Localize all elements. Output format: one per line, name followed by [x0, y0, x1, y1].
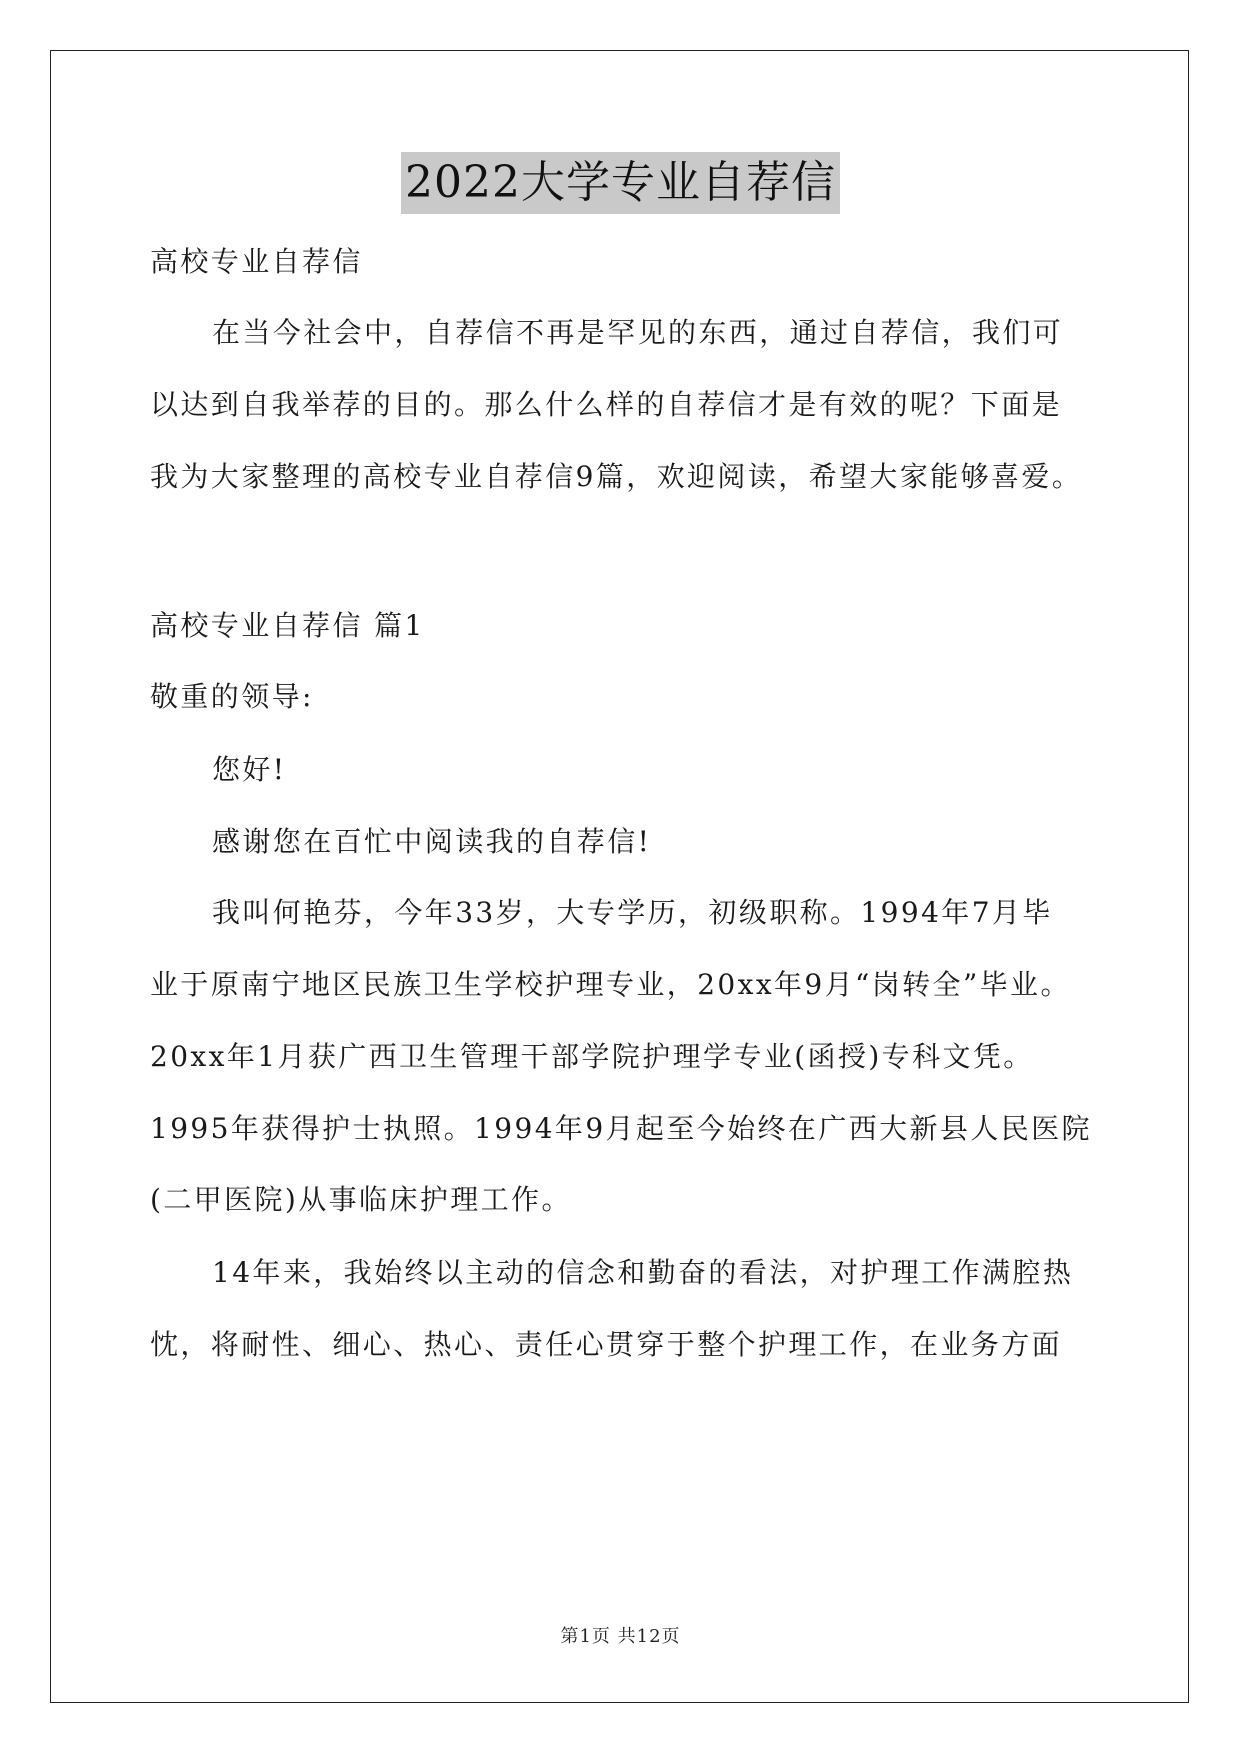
paragraph-line: 在当今社会中，自荐信不再是罕见的东西，通过自荐信，我们可	[212, 316, 1064, 349]
paragraph-line: 20xx年1月获广西卫生管理干部学院护理学专业(函授)专科文凭。	[150, 1040, 1034, 1073]
paragraph-line: 我为大家整理的高校专业自荐信9篇，欢迎阅读，希望大家能够喜爱。	[150, 460, 1083, 493]
paragraph-line: 14年来，我始终以主动的信念和勤奋的看法，对护理工作满腔热	[212, 1256, 1074, 1289]
paragraph-line: 以达到自我举荐的目的。那么什么样的自荐信才是有效的呢？下面是	[150, 388, 1063, 421]
section-heading: 高校专业自荐信 篇1	[150, 609, 425, 642]
paragraph-line: 1995年获得护士执照。1994年9月起至今始终在广西大新县人民医院	[150, 1112, 1092, 1145]
page-number-footer: 第1页 共12页	[560, 1626, 681, 1647]
paragraph-line: 感谢您在百忙中阅读我的自荐信!	[212, 825, 652, 858]
paragraph-line: 业于原南宁地区民族卫生学校护理专业，20xx年9月“岗转全”毕业。	[150, 968, 1071, 1001]
page-border	[50, 50, 1189, 1703]
paragraph-line: 我叫何艳芬，今年33岁，大专学历，初级职称。1994年7月毕	[212, 896, 1053, 929]
paragraph-line: (二甲医院)从事临床护理工作。	[150, 1183, 572, 1216]
title-container	[0, 152, 1241, 214]
salutation-line: 敬重的领导:	[150, 680, 314, 713]
document-title: 2022大学专业自荐信	[401, 152, 840, 214]
subtitle-line: 高校专业自荐信	[150, 245, 363, 278]
greeting-line: 您好!	[212, 753, 287, 786]
paragraph-line: 忱，将耐性、细心、热心、责任心贯穿于整个护理工作，在业务方面	[150, 1328, 1063, 1361]
